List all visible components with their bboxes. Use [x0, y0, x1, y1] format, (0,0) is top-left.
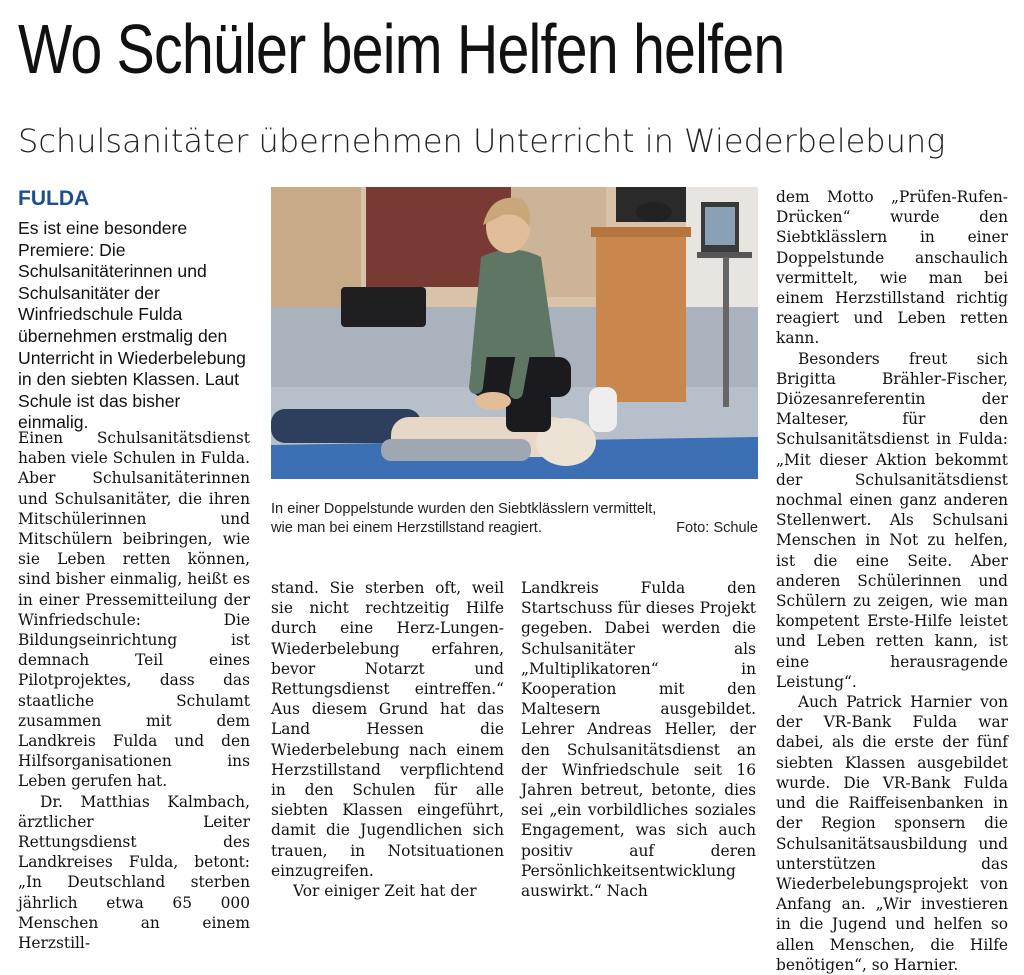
- article-column-3: [521, 578, 756, 901]
- subheadline: Schulsanitäter übernehmen Unterricht in Wiederbelebung: [18, 122, 946, 160]
- photo-caption: [271, 500, 758, 538]
- article-column-1: [18, 428, 250, 953]
- dateline: FULDA: [18, 187, 90, 210]
- article-column-4: [776, 187, 1008, 975]
- article-column-2: [271, 578, 504, 901]
- paragraph: Auch Patrick Harnier von der VR-Bank Fulda war dabei, als die erste der fünf siebten Klassen ausgebildet wurde. Die VR-Bank Fulda und die Raiffeisenbanken in der Region sponsern die Schulsanitätsausbildung und unterstützen das Wiederbelebungsprojekt von Anfang an. „Wir investieren in die Jugend und helfen so allen Menschen, die Hilfe benötigen“, so Harnier.: [776, 693, 1008, 974]
- caption-line: In einer Doppelstunde wurden den Siebtklässlern vermittelt,: [271, 501, 657, 517]
- paragraph: Besonders freut sich Brigitta Brähler-Fischer, Diözesanreferentin der Malteser, für den Schulsanitätsdienst in Fulda: „Mit dieser Aktion bekommt der Schulsanitätsdienst nochmal einen ganz anderen Stellenwert. Als Schulsani Menschen in Not zu helfen, ist die eine Seite. Aber anderen Schülerinnen und Schülern zu zeigen, wie man kompetent Erste-Hilfe leistet und Leben retten kann, ist eine herausragende Leistung“.: [776, 349, 1008, 691]
- lead-paragraph: Es ist eine besondere Premiere: Die Schulsanitäterinnen und Schulsanitäter der Winfriedschule Fulda übernehmen erstmalig den Unterricht in Wiederbelebung in den siebten Klassen. Laut Schule ist das bisher einmalig.: [18, 218, 246, 433]
- paragraph: Vor einiger Zeit hat der: [293, 882, 477, 901]
- paragraph: Einen Schulsanitätsdienst haben viele Schulen in Fulda. Aber Schulsanitäterinnen und Schulsanitäter, die ihren Mitschülerinnen und Mitschülern beibringen, wie sie Leben retten können, sind bisher einmalig, heißt es in einer Pressemitteilung der Winfriedschule: Die Bildungseinrichtung ist demnach Teil eines Pilotprojektes, dass das staatliche Schulamt zusammen mit dem Landkreis Fulda und den Hilfsorganisationen ins Leben gerufen hat.: [18, 429, 250, 791]
- paragraph: stand. Sie sterben oft, weil sie nicht rechtzeitig Hilfe durch eine Herz-Lungen-Wiederbelebung erfahren, bevor Notarzt und Rettungsdienst eintreffen.“ Aus diesem Grund hat das Land Hessen die Wiederbelebung nach einem Herzstillstand verpflichtend in den Schulen für alle siebten Klassen eingeführt, damit die Jugendlichen sich trauen, in Notsituationen einzugreifen.: [271, 579, 504, 880]
- paragraph: Landkreis Fulda den Startschuss für dieses Projekt gegeben. Dabei werden die Schulsanitäter als „Multiplikatoren“ in Kooperation mit den Maltesern ausgebildet. Lehrer Andreas Heller, der den Schulsanitätsdienst an der Winfriedschule seit 16 Jahren betreut, betonte, dies sei „ein vorbildliches soziales Engagement, was sich auch positiv auf deren Persönlichkeitsentwicklung auswirkt.“ Nach: [521, 579, 756, 901]
- headline: Wo Schüler beim Helfen helfen: [18, 10, 785, 88]
- article-photo: [271, 187, 758, 479]
- photo-credit: Foto: Schule: [676, 520, 758, 536]
- paragraph: Dr. Matthias Kalmbach, ärztlicher Leiter Rettungsdienst des Landkreises Fulda, betont: „In Deutschland sterben jährlich etwa 65 000 Menschen an einem Herzstill-: [18, 792, 250, 953]
- paragraph: dem Motto „Prüfen-Rufen-Drücken“ wurde den Siebtklässlern in einer Doppelstunde anschaulich vermittelt, wie man bei einem Herzstillstand richtig reagiert und Leben retten kann.: [776, 188, 1008, 348]
- caption-line: wie man bei einem Herzstillstand reagiert.: [271, 520, 542, 536]
- cpr-training-photo: [271, 187, 758, 479]
